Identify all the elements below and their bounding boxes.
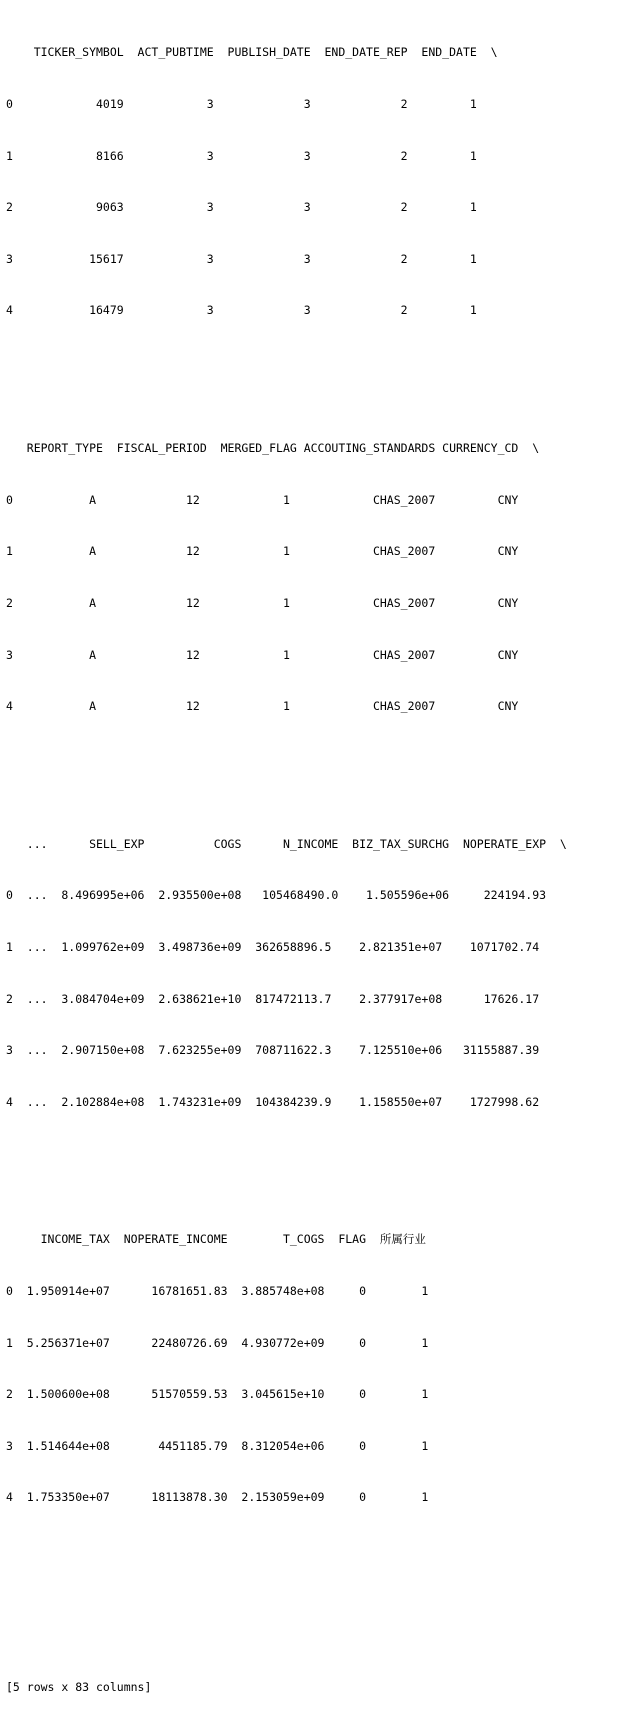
table-row: 4 16479 3 3 2 1 (6, 303, 477, 318)
table-row: 3 A 12 1 CHAS_2007 CNY (6, 647, 519, 662)
table-row: 0 4019 3 3 2 1 (6, 97, 477, 112)
table-row: 1 8166 3 3 2 1 (6, 148, 477, 163)
table-row: 1 ... 1.099762e+09 3.498736e+09 362658896.5 2.821351e+07 1071702.74 (6, 939, 540, 954)
dataframe-block-3-header: ... SELL_EXP COGS N_INCOME BIZ_TAX_SURCHG NOPERATE_EXP \ (6, 836, 567, 851)
table-row: 4 1.753350e+07 18113878.30 2.153059e+09 0 1 (6, 1490, 429, 1505)
table-row: 1 5.256371e+07 22480726.69 4.930772e+09 0 1 (6, 1335, 429, 1350)
dataframe-shape-summary: [5 rows x 83 columns] (6, 1679, 152, 1694)
table-row: 0 ... 8.496995e+06 2.935500e+08 105468490.0 1.505596e+06 224194.93 (6, 888, 547, 903)
table-row: 2 1.500600e+08 51570559.53 3.045615e+10 0 1 (6, 1387, 429, 1402)
table-row: 4 A 12 1 CHAS_2007 CNY (6, 699, 519, 714)
table-row: 0 A 12 1 CHAS_2007 CNY (6, 492, 519, 507)
table-row: 2 ... 3.084704e+09 2.638621e+10 817472113.7 2.377917e+08 17626.17 (6, 991, 540, 1006)
table-row: 2 A 12 1 CHAS_2007 CNY (6, 595, 519, 610)
dataframe-block-4-header: INCOME_TAX NOPERATE_INCOME T_COGS FLAG 所属行业 (6, 1232, 426, 1247)
table-row: 3 1.514644e+08 4451185.79 8.312054e+06 0 1 (6, 1438, 429, 1453)
block-spacer (6, 371, 622, 388)
table-row: 0 1.950914e+07 16781651.83 3.885748e+08 0 1 (6, 1283, 429, 1298)
table-row: 3 15617 3 3 2 1 (6, 251, 477, 266)
dataframe-block-1-header: TICKER_SYMBOL ACT_PUBTIME PUBLISH_DATE END_DATE_REP END_DATE \ (6, 45, 498, 60)
table-row: 4 ... 2.102884e+08 1.743231e+09 104384239.9 1.158550e+07 1727998.62 (6, 1094, 540, 1109)
dataframe-block-2-header: REPORT_TYPE FISCAL_PERIOD MERGED_FLAG ACCOUTING_STANDARDS CURRENCY_CD \ (6, 441, 540, 456)
table-row: 2 9063 3 3 2 1 (6, 200, 477, 215)
block-spacer (6, 767, 622, 784)
table-row: 1 A 12 1 CHAS_2007 CNY (6, 544, 519, 559)
block-spacer (6, 1558, 622, 1575)
block-spacer (6, 1163, 622, 1180)
block-spacer (6, 1610, 622, 1627)
table-row: 3 ... 2.907150e+08 7.623255e+09 708711622.3 7.125510e+06 31155887.39 (6, 1043, 540, 1058)
